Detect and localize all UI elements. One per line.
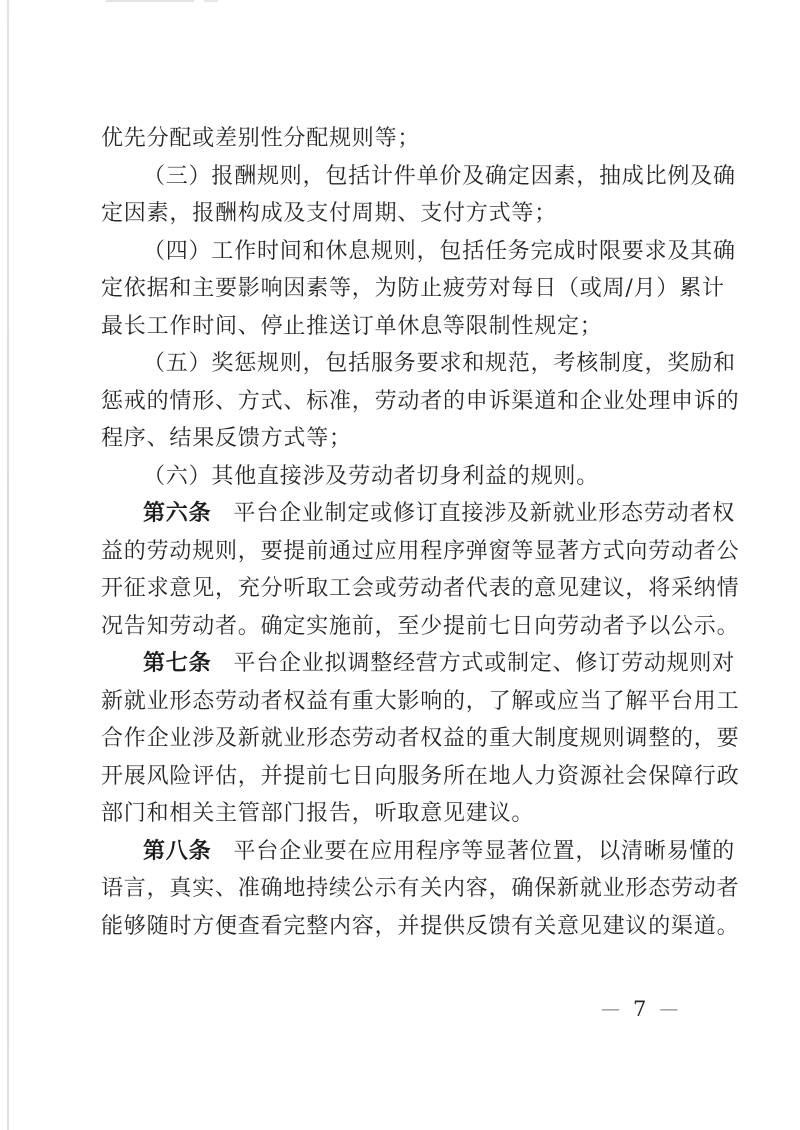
- text-line: 定依据和主要影响因素等，为防止疲劳对每日（或周/月）累计: [101, 276, 725, 301]
- text-line-article-7-start: [101, 645, 741, 683]
- article-number: 第八条: [143, 837, 212, 864]
- page-left-edge-artifact: [7, 0, 9, 1130]
- line-text: 平台企业制定或修订直接涉及新就业形态劳动者权: [233, 501, 736, 526]
- text-line: 惩戒的情形、方式、标准，劳动者的申诉渠道和企业处理申诉的: [101, 388, 740, 414]
- page-number-value: 7: [633, 997, 647, 1021]
- text-line: 开展风险评估，并提前七日向服务所在地人力资源社会保障行政: [101, 763, 740, 789]
- text-line: 定因素，报酬构成及支付周期、支付方式等；: [101, 201, 558, 226]
- text-line: （四）工作时间和休息规则，包括任务完成时限要求及其确: [143, 238, 736, 264]
- page-top-edge-artifact: [106, 0, 194, 2]
- line-text: 平台企业拟调整经营方式或制定、修订劳动规则对: [233, 651, 736, 676]
- text-line: 优先分配或差别性分配规则等；: [101, 126, 421, 151]
- document-body-text: [101, 120, 741, 945]
- text-line: 最长工作时间、停止推送订单休息等限制性规定；: [101, 313, 603, 339]
- text-line: 益的劳动规则，要提前通过应用程序弹窗等显著方式向劳动者公: [101, 538, 740, 564]
- text-line: 部门和相关主管部门报告，听取意见建议。: [101, 801, 535, 826]
- page-number: [601, 997, 678, 1021]
- text-line: 程序、结果反馈方式等；: [101, 426, 352, 451]
- page-number-right-dash: —: [659, 998, 679, 1020]
- text-line: 新就业形态劳动者权益有重大影响的，了解或应当了解平台用工: [101, 688, 740, 714]
- text-line: 语言，真实、准确地持续公示有关内容，确保新就业形态劳动者: [101, 876, 740, 901]
- page-top-edge-artifact-2: [204, 0, 218, 2]
- text-line-article-6-start: [101, 495, 741, 533]
- text-line: 能够随时方便查看完整内容，并提供反馈有关意见建议的渠道。: [101, 913, 740, 939]
- text-line: 况告知劳动者。确定实施前，至少提前七日向劳动者予以公示。: [101, 613, 740, 639]
- text-line-article-8-start: [101, 833, 741, 871]
- article-number: 第七条: [143, 650, 212, 676]
- text-line: （五）奖惩规则，包括服务要求和规范，考核制度，奖励和: [143, 351, 736, 376]
- text-line: 开征求意见，充分听取工会或劳动者代表的意见建议，将采纳情: [101, 576, 740, 601]
- text-line: 合作企业涉及新就业形态劳动者权益的重大制度规则调整的，要: [101, 726, 740, 751]
- text-line: （三）报酬规则，包括计件单价及确定因素，抽成比例及确: [143, 163, 736, 189]
- line-text: 平台企业要在应用程序等显著位置，以清晰易懂的: [233, 838, 736, 864]
- text-line: （六）其他直接涉及劳动者切身利益的规则。: [143, 463, 600, 489]
- article-number: 第六条: [143, 500, 212, 526]
- page-number-left-dash: —: [601, 998, 620, 1020]
